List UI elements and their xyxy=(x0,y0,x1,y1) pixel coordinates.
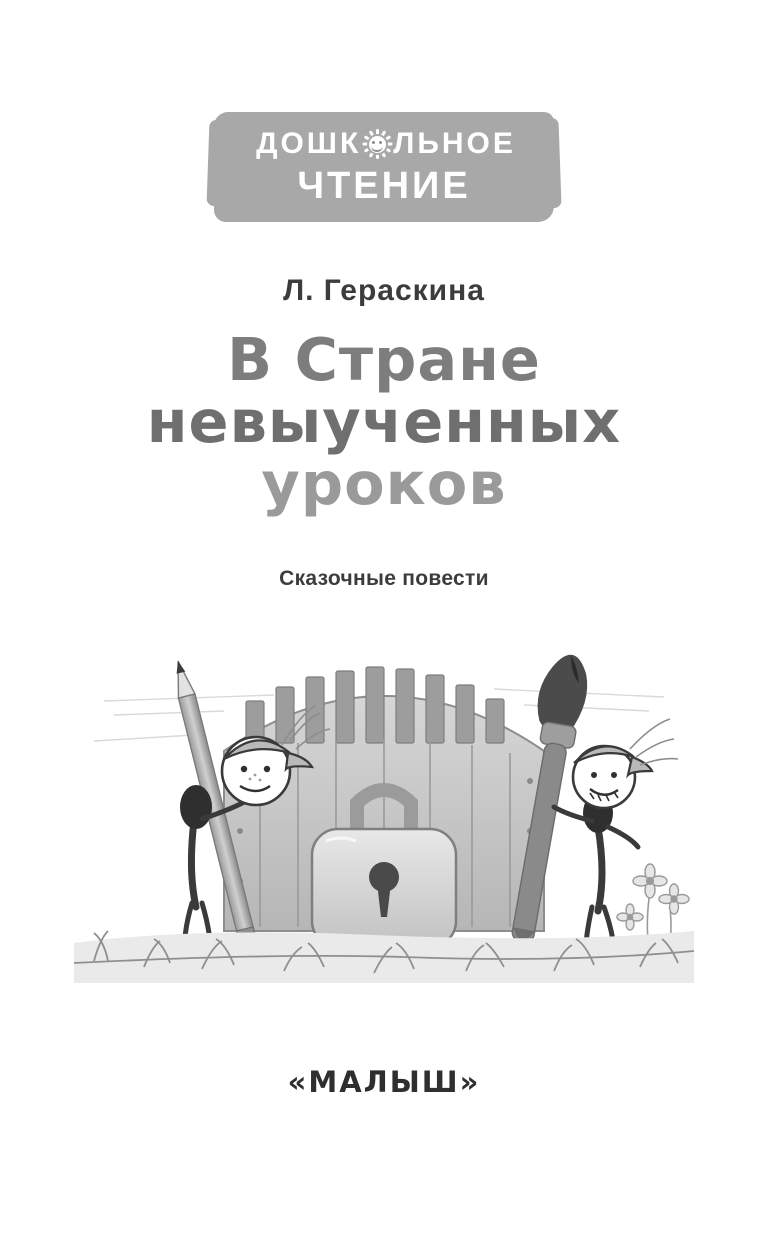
book-title-line-3: уроков xyxy=(261,449,507,519)
series-name-line-2: ЧТЕНИЕ xyxy=(297,165,471,207)
series-name-part-1: ДОШК xyxy=(256,127,362,160)
smiling-sun-icon xyxy=(362,129,392,159)
grass xyxy=(74,931,694,983)
book-title xyxy=(0,325,768,519)
book-title-line-1: В Стране xyxy=(227,325,541,394)
series-badge xyxy=(214,112,554,222)
series-name-part-2: ЛЬНОЕ xyxy=(393,127,516,160)
author-name: Л. Гераскина xyxy=(283,274,485,307)
book-subtitle: Сказочные повести xyxy=(279,566,489,590)
publisher-name: «МАЛЫШ» xyxy=(287,1065,481,1099)
cover-illustration xyxy=(74,631,694,991)
series-name-line-1 xyxy=(252,129,516,159)
flowers xyxy=(617,864,689,941)
book-title-line-2: невыученных xyxy=(146,387,622,457)
